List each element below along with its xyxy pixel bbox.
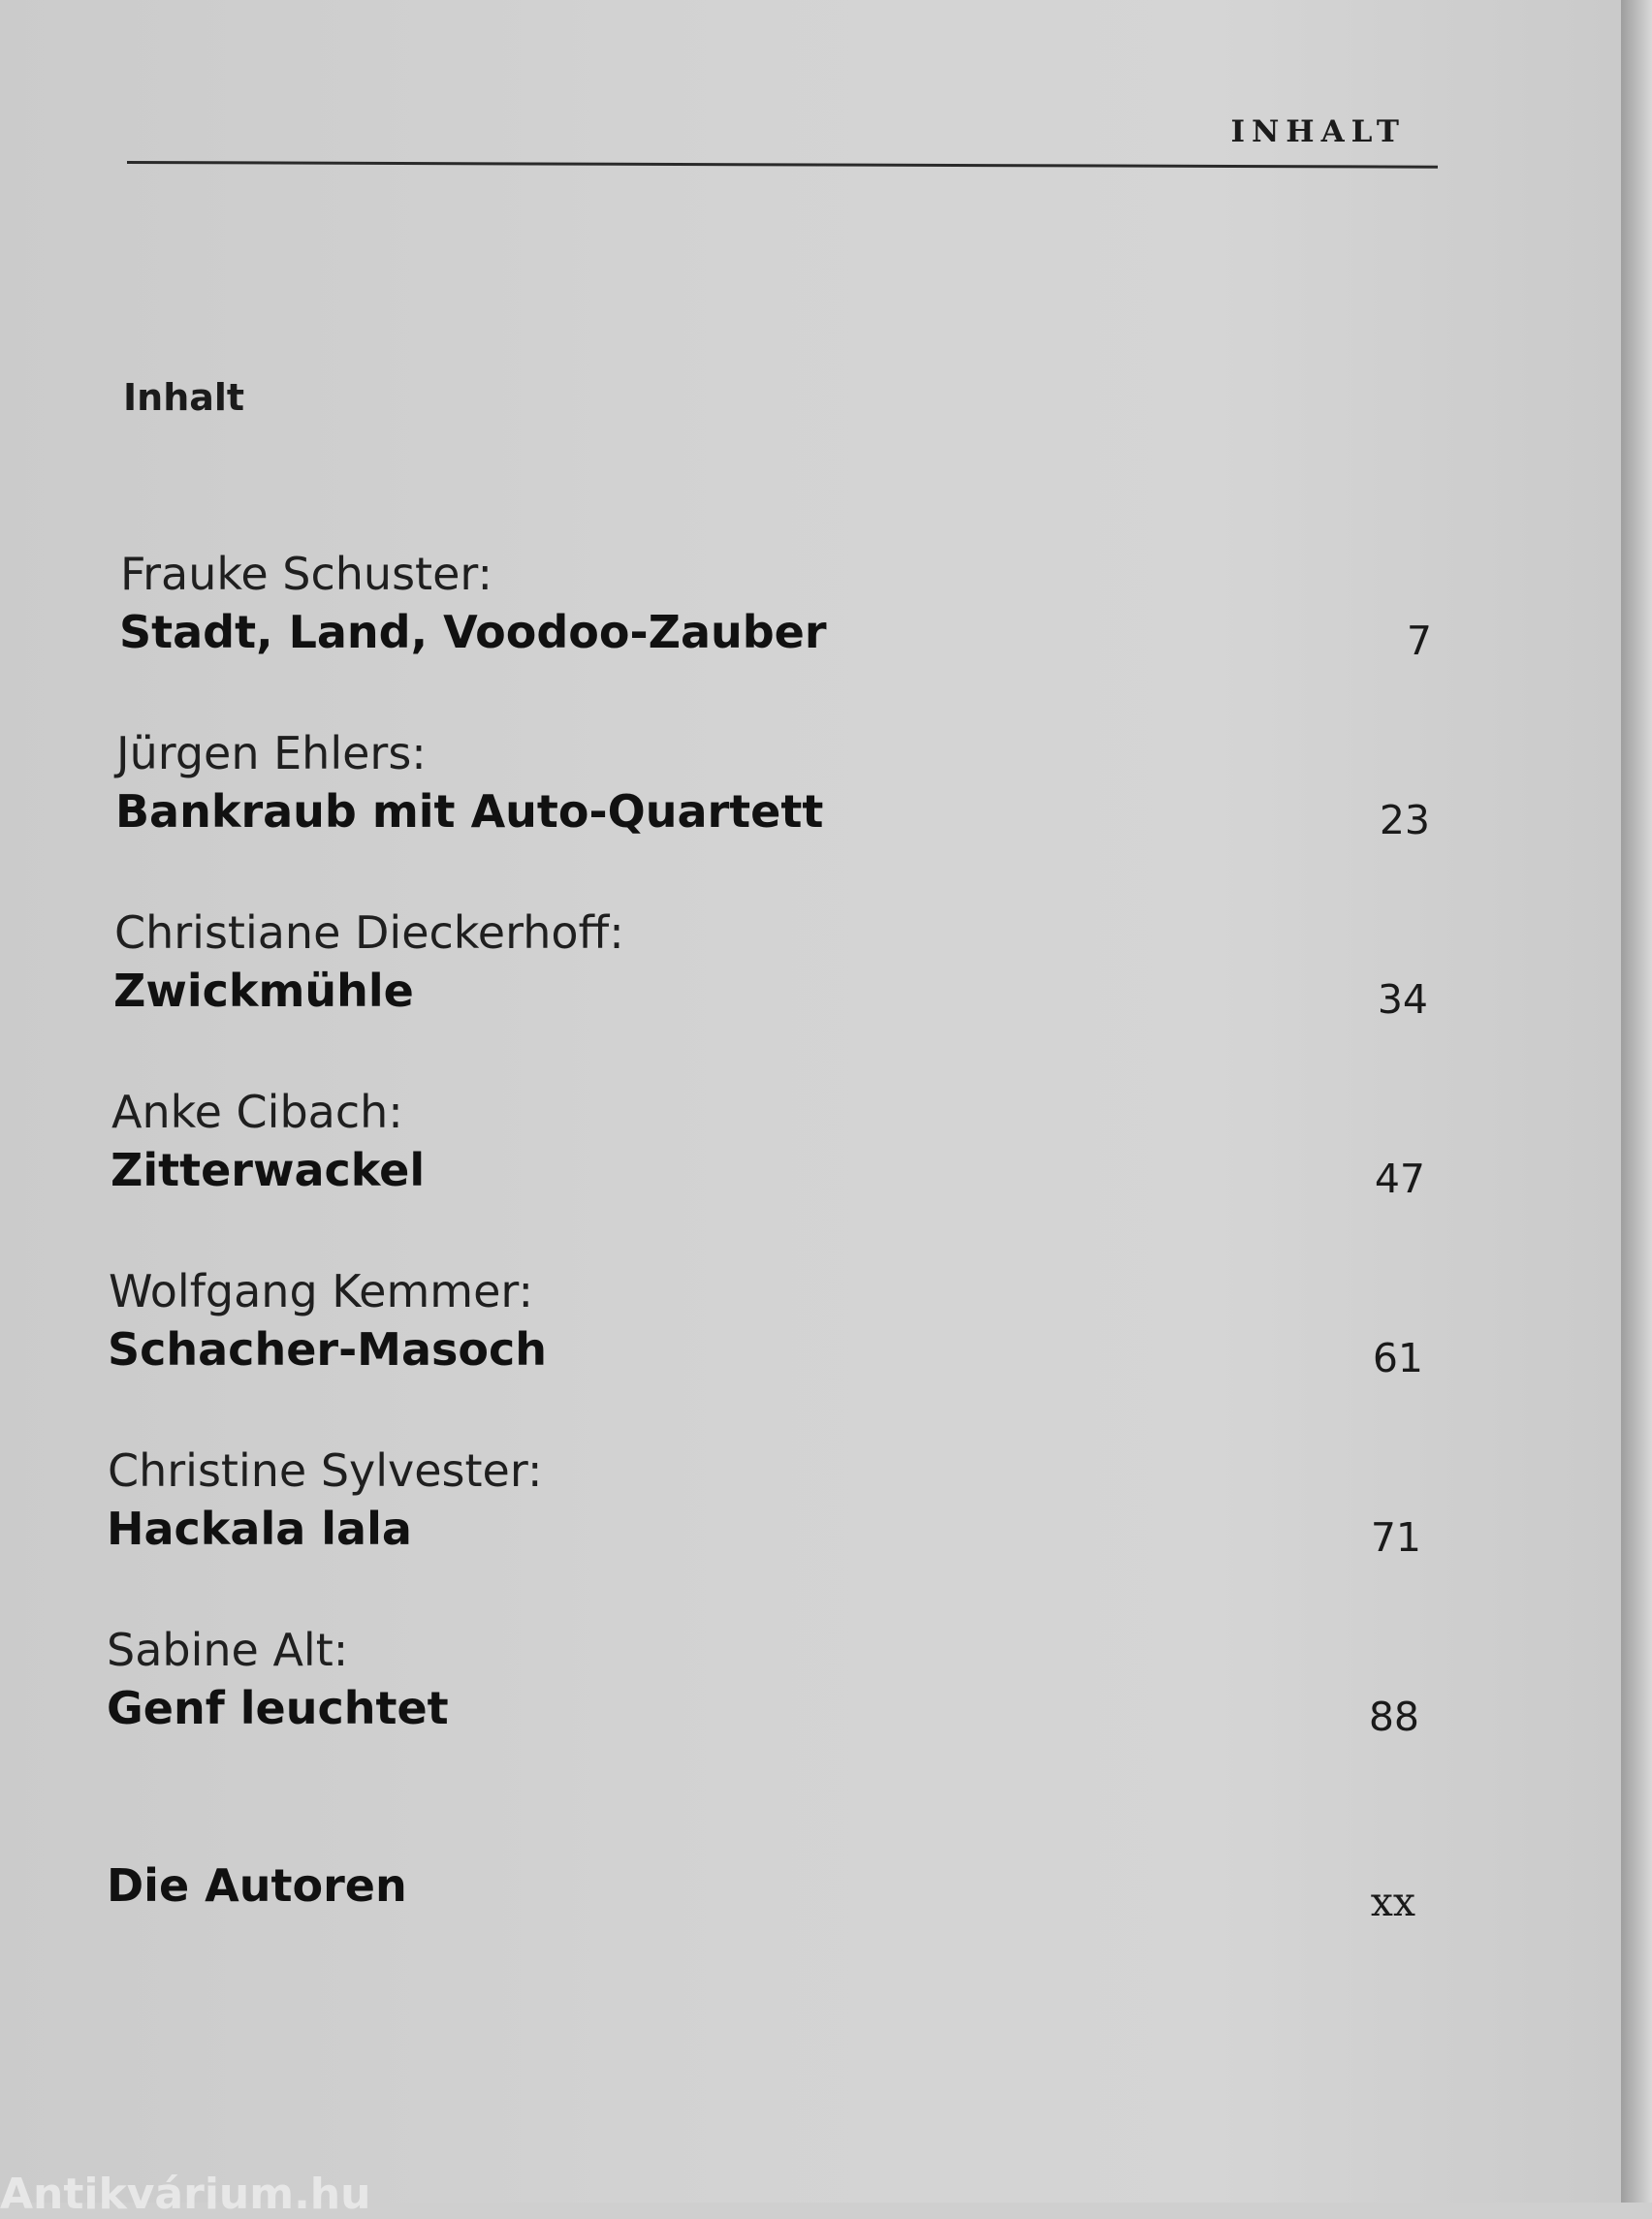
- entry-page-number: 47: [1374, 1156, 1425, 1202]
- entry-title: Stadt, Land, Voodoo-Zauber: [119, 606, 827, 658]
- entry-author: Frauke Schuster:: [120, 548, 492, 600]
- entry-page-number: 71: [1370, 1514, 1421, 1561]
- entry-author: Sabine Alt:: [107, 1624, 349, 1676]
- page-edge: [1621, 0, 1652, 2203]
- toc-heading: Inhalt: [123, 376, 245, 419]
- toc-entry: [0, 906, 1621, 1023]
- toc-entry: [0, 1086, 1621, 1202]
- entry-page-number: 61: [1372, 1335, 1423, 1381]
- appendix-title: Die Autoren: [107, 1859, 407, 1912]
- toc-entry: [0, 1624, 1621, 1740]
- entry-author: Jürgen Ehlers:: [116, 727, 427, 779]
- entry-author: Christine Sylvester:: [108, 1444, 543, 1497]
- entry-page-number: 88: [1368, 1694, 1419, 1740]
- header-rule: [127, 161, 1438, 169]
- entry-title: Zitterwackel: [111, 1144, 426, 1196]
- toc-entry: [0, 1265, 1621, 1381]
- entry-page-number: 7: [1406, 618, 1432, 664]
- entry-page-number: 23: [1379, 797, 1430, 843]
- toc-entry: [0, 548, 1621, 664]
- entry-title: Schacher-Masoch: [108, 1323, 547, 1376]
- entry-author: Wolfgang Kemmer:: [109, 1265, 533, 1317]
- toc-entry: [0, 1444, 1621, 1561]
- running-head: INHALT: [1230, 114, 1406, 149]
- entry-title: Genf leuchtet: [107, 1682, 449, 1734]
- entry-author: Anke Cibach:: [111, 1086, 403, 1138]
- toc-entry: [0, 727, 1621, 843]
- entry-title: Hackala lala: [107, 1503, 412, 1555]
- entry-title: Bankraub mit Auto-Quartett: [115, 785, 824, 838]
- entry-title: Zwickmühle: [113, 965, 414, 1017]
- appendix-page-number: xx: [1370, 1879, 1415, 1925]
- entry-author: Christiane Dieckerhoff:: [114, 906, 624, 959]
- entry-page-number: 34: [1377, 976, 1428, 1023]
- watermark: Antikvárium.hu: [0, 2170, 371, 2219]
